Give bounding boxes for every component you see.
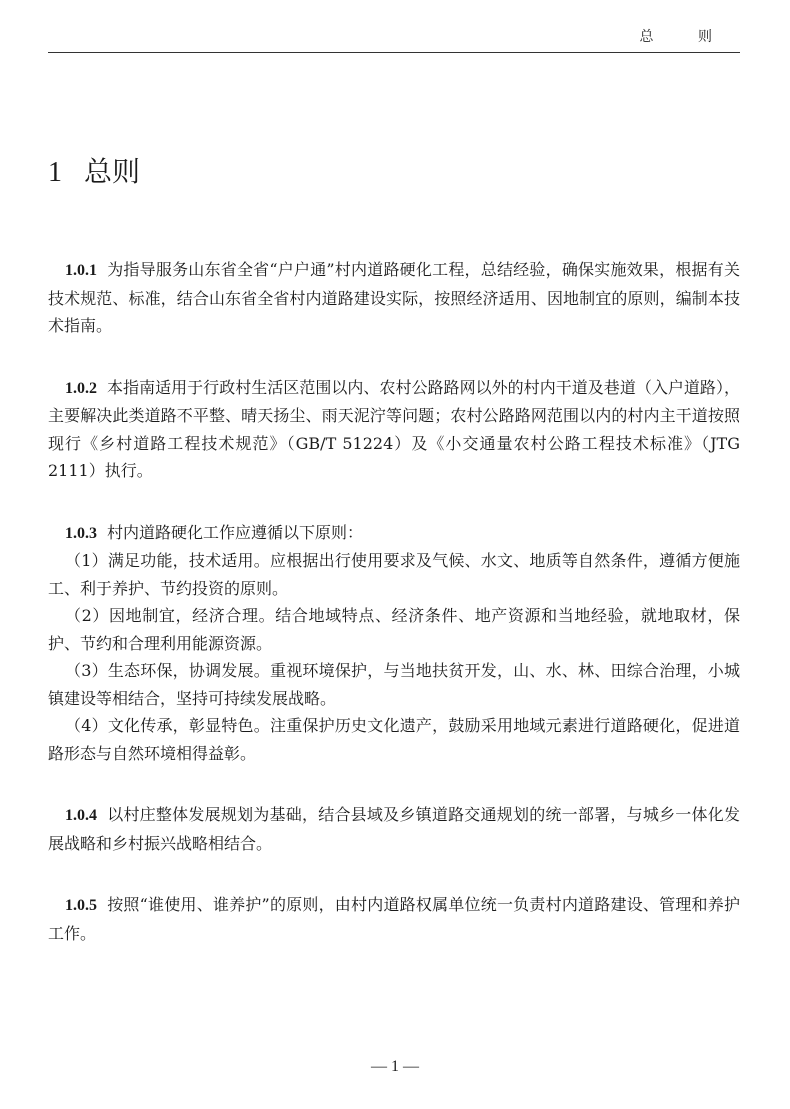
clause-1-0-5: [48, 891, 740, 947]
principle-item: （1）满足功能，技术适用。应根据出行使用要求及气候、水文、地质等自然条件，遵循方便施工、利于养护、节约投资的原则。: [48, 551, 740, 598]
clause-number: 1.0.3: [65, 524, 97, 542]
page-number: — 1 —: [371, 1058, 419, 1075]
clause-1-0-4: [48, 801, 740, 857]
clause-number: 1.0.4: [65, 807, 97, 824]
clause-1-0-1: [48, 256, 740, 340]
clause-paragraph: [48, 256, 740, 340]
clause-paragraph: [48, 374, 740, 485]
chapter-number: 1: [48, 157, 62, 188]
chapter-heading: [48, 150, 140, 190]
clause-number: 1.0.5: [65, 897, 97, 914]
header-title: 总 则: [639, 29, 732, 45]
clause-number: 1.0.1: [65, 262, 97, 279]
clause-text: 以村庄整体发展规划为基础，结合县域及乡镇道路交通规划的统一部署，与城乡一体化发展战略和乡村振兴战略相结合。: [48, 805, 740, 853]
principle-item: （4）文化传承，彰显特色。注重保护历史文化遗产，鼓励采用地域元素进行道路硬化，促进道路形态与自然环境相得益彰。: [48, 716, 740, 763]
clause-text: 本指南适用于行政村生活区范围以内、农村公路路网以外的村内干道及巷道（入户道路），主要解决此类道路不平整、晴天扬尘、雨天泥泞等问题；农村公路路网范围以内的村内主干道按照现行《乡村道路工程技术规范》（GB/T 51224）及《小交通量农村公路工程技术标准》（JTG 2111）执行。: [48, 377, 740, 480]
clause-paragraph: [48, 801, 740, 857]
clause-paragraph: [48, 519, 740, 548]
clause-text: 按照“谁使用、谁养护”的原则，由村内道路权属单位统一负责村内道路建设、管理和养护工作。: [48, 895, 740, 943]
running-header: [48, 24, 740, 53]
clause-number: 1.0.2: [65, 379, 97, 397]
clause-text: 村内道路硬化工作应遵循以下原则：: [107, 522, 364, 542]
chapter-title: 总则: [84, 155, 141, 188]
principle-item: （3）生态环保，协调发展。重视环境保护，与当地扶贫开发，山、水、林、田综合治理，小城镇建设等相结合，坚持可持续发展战略。: [48, 661, 740, 708]
page-body: [48, 256, 740, 981]
clause-1-0-3: [48, 519, 740, 768]
clause-text: 为指导服务山东省全省“户户通”村内道路硬化工程，总结经验，确保实施效果，根据有关技术规范、标准，结合山东省全省村内道路建设实际，按照经济适用、因地制宜的原则，编制本技术指南。: [48, 260, 740, 335]
clause-1-0-2: [48, 374, 740, 485]
clause-paragraph: [48, 891, 740, 947]
principle-item: （2）因地制宜，经济合理。结合地域特点、经济条件、地产资源和当地经验，就地取材，保护、节约和合理利用能源资源。: [48, 606, 740, 653]
